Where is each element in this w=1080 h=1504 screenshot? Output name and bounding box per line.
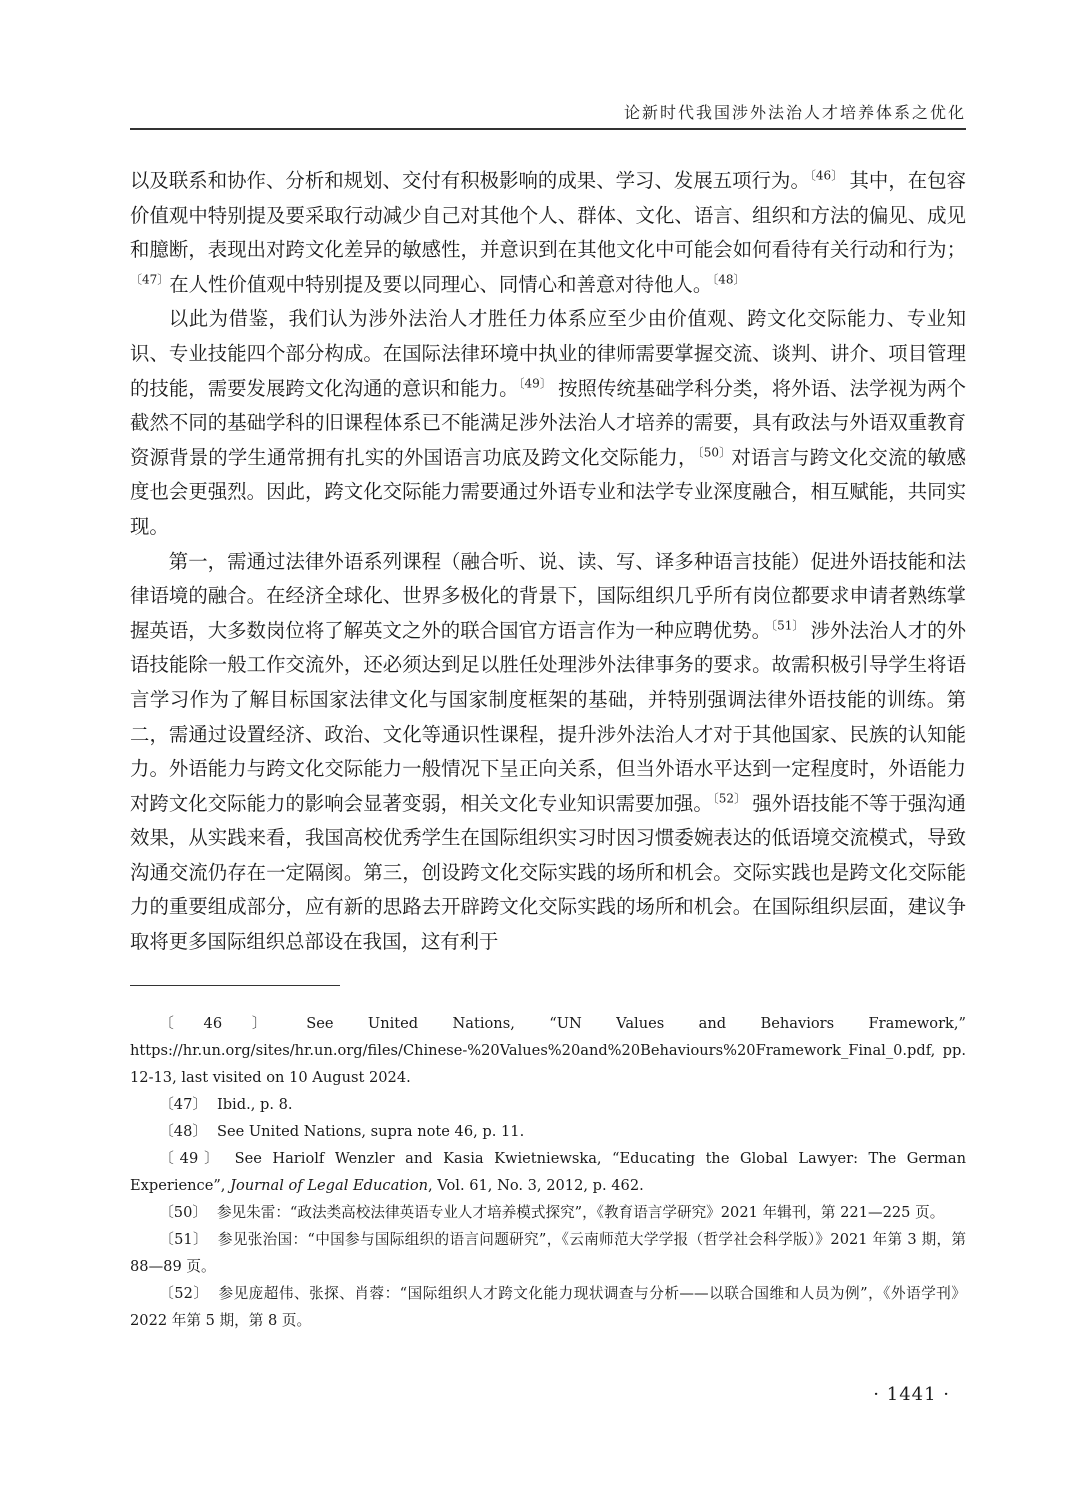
text-run: See United Nations, “UN Values and Behaviors Framework,” https://hr.un.org/sites/hr.un.org/files/Chinese-%20Values%20and%20Behaviours%20Framework_Final_0.pdf, pp. 12-13, last visited on 10 August 2024. [130,1015,966,1086]
running-header: 论新时代我国涉外法治人才培养体系之优化 [623,103,966,122]
footnote-number: 〔48〕 [159,1123,207,1140]
text-run: 参见张治国：“中国参与国际组织的语言问题研究”，《云南师范大学学报（哲学社会科学版）》2021 年第 3 期，第 88—89 页。 [130,1231,966,1275]
footnote [130,1010,966,1091]
footnote-text [217,1123,524,1140]
footnote-number: 〔50〕 [159,1204,207,1221]
header-rule [130,128,966,130]
footnote [130,1145,966,1199]
footnote [130,1280,966,1334]
footnote-number: 〔46〕 [159,1015,297,1032]
text-run: 参见庞超伟、张探、肖蓉：“国际组织人才跨文化能力现状调查与分析——以联合国维和人员为例”，《外语学刊》2022 年第 5 期，第 8 页。 [130,1285,966,1329]
page-number: · 1441 · [873,1384,950,1405]
footnote-number: 〔51〕 [159,1231,208,1248]
footnote-text [130,1285,966,1329]
footnote-number: 〔49〕 [159,1150,225,1167]
text-run: 以此为借鉴，我们认为涉外法治人才胜任力体系应至少由价值观、跨文化交际能力、专业知识、专业技能四个部分构成。在国际法律环境中执业的律师需要掌握交流、谈判、讲介、项目管理的技能，需要发展跨文化沟通的意识和能力。 [130,307,966,400]
paragraph [130,164,966,302]
citation-marker: 〔47〕 [130,272,170,287]
text-run: 在人性价值观中特别提及要以同理心、同情心和善意对待他人。 [169,272,713,296]
footnote [130,1118,966,1145]
footnote [130,1226,966,1280]
paragraph [130,302,966,544]
footnote-text [130,1231,966,1275]
footnotes [130,1010,966,1334]
citation-marker: 〔52〕 [712,791,747,806]
journal-title: Journal of Legal Education [230,1177,429,1194]
citation-marker: 〔51〕 [771,618,805,633]
footnote [130,1199,966,1226]
text-run: See United Nations, supra note 46, p. 11. [216,1123,525,1140]
text-run: 以及联系和协作、分析和规划、交付有积极影响的成果、学习、发展五项行为。 [130,169,810,192]
footnote-text [217,1204,944,1221]
footnote-text [217,1096,293,1113]
text-run: 强外语技能不等于强沟通效果，从实践来看，我国高校优秀学生在国际组织实习时因习惯委婉表达的低语境交流模式，导致沟通交流仍存在一定隔阂。第三，创设跨文化交际实践的场所和机会。交际实践也是跨文化交际能力的重要组成部分，应有新的思路去开辟跨文化交际实践的场所和机会。在国际组织层面，建议争取将更多国际组织总部设在我国，这有利于 [130,791,966,954]
paragraph [130,545,966,960]
footnote-text [130,1150,966,1194]
text-run: 其中，在包容价值观中特别提及要采取行动减少自己对其他个人、群体、文化、语言、组织和方法的偏见、成见和臆断，表现出对跨文化差异的敏感性，并意识到在其他文化中可能会如何看待有关行动和行为； [130,169,966,262]
footnote-number: 〔52〕 [159,1285,209,1302]
body-text [130,164,966,960]
text-run: Ibid., p. 8. [216,1096,293,1113]
footnote [130,1091,966,1118]
text-run: 对语言与跨文化交流的敏感度也会更强烈。因此，跨文化交际能力需要通过外语专业和法学专业深度融合，相互赋能，共同实现。 [130,445,967,538]
footnote-number: 〔47〕 [159,1096,207,1113]
text-run: 涉外法治人才的外语技能除一般工作交流外，还必须达到足以胜任处理涉外法律事务的要求。故需积极引导学生将语言学习作为了解目标国家法律文化与国家制度框架的基础，并特别强调法律外语技能的训练。第二，需通过设置经济、政治、文化等通识性课程，提升涉外法治人才对于其他国家、民族的认知能力。外语能力与跨文化交际能力一般情况下呈正向关系，但当外语水平达到一定程度时，外语能力对跨文化交际能力的影响会显著变弱，相关文化专业知识需要加强。 [130,618,966,815]
citation-marker: 〔49〕 [518,376,552,391]
citation-marker: 〔46〕 [809,168,844,183]
citation-marker: 〔50〕 [697,445,732,460]
text-run: , Vol. 61, No. 3, 2012, p. 462. [428,1177,644,1194]
footnote-rule [130,985,340,986]
citation-marker: 〔48〕 [712,272,746,287]
text-run: See Hariolf Wenzler and Kasia Kwietniewska, “Educating the Global Lawyer: The German Experience”, [130,1150,966,1194]
text-run: 参见朱雷：“政法类高校法律英语专业人才培养模式探究”，《教育语言学研究》2021 年辑刊，第 221—225 页。 [216,1204,945,1221]
text-run: 按照传统基础学科分类，将外语、法学视为两个截然不同的基础学科的旧课程体系已不能满足涉外法治人才培养的需要，具有政法与外语双重教育资源背景的学生通常拥有扎实的外国语言功底及跨文化交际能力， [130,376,966,469]
text-run: 第一，需通过法律外语系列课程（融合听、说、读、写、译多种语言技能）促进外语技能和法律语境的融合。在经济全球化、世界多极化的背景下，国际组织几乎所有岗位都要求申请者熟练掌握英语，大多数岗位将了解英文之外的联合国官方语言作为一种应聘优势。 [130,549,966,642]
